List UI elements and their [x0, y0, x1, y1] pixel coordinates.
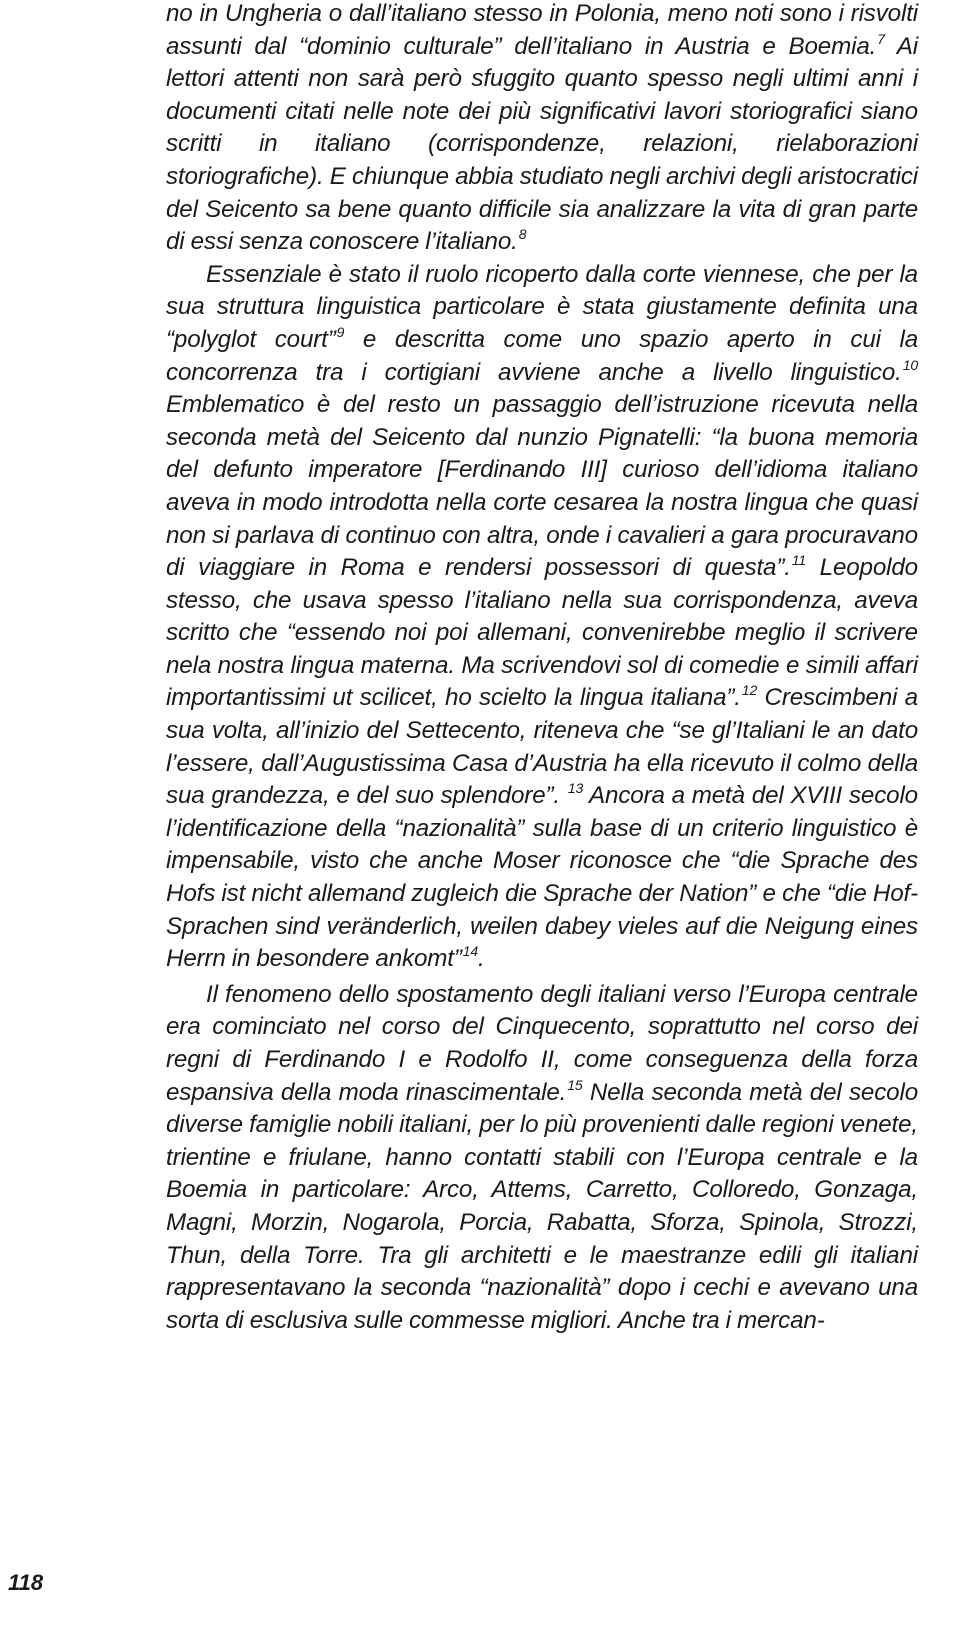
- text-run: .: [478, 945, 485, 973]
- text-run: e descritta come uno spazio aperto in cui la concorrenza tra i cortigiani avviene anche a livello linguistico.: [166, 325, 918, 386]
- text-run: Ancora a metà del XVIII secolo l’identificazione della “nazionalità” sulla base di un criterio linguistico è impensabile, visto che anche Moser riconosce che “die Sprache des Hofs ist nicht allemand zugleich die Sprache der Nation” e che “die Hof-Sprachen sind veränderlich, weilen dabey vieles auf die Neigung eines Herrn in besondere ankomt”: [166, 782, 918, 973]
- text-run: Il fenomeno dello spostamento degli italiani verso l’Europa centrale era cominciato nel corso del Cinquecento, soprattutto nel corso dei regni di Ferdinando I e Rodolfo II, come conseguenza della forza espansiva della moda rinascimentale.: [166, 980, 918, 1106]
- text-run: Ai lettori attenti non sarà però sfuggito quanto spesso negli ultimi anni i documenti citati nelle note dei più significativi lavori storiografici siano scritti in italiano (corrispondenze, relazioni, rielaborazioni storiografiche). E chiunque abbia studiato negli archivi degli aristocratici del Seicento sa bene quanto difficile sia analizzare la vita di gran parte di essi senza conoscere l’italiano.: [166, 32, 918, 256]
- text-run: Leopoldo stesso, che usava spesso l’italiano nella sua corrispondenza, aveva scritto che “essendo noi poi allemani, convenirebbe meglio il scrivere nela nostra lingua materna. Ma scrivendovi sol di comedie e simili affari importantissimi ut scilicet, ho scielto la lingua italiana”.: [166, 554, 918, 712]
- footnote-marker: 12: [741, 682, 758, 699]
- footnote-marker: 11: [791, 552, 807, 569]
- text-run: Crescimbeni a sua volta, all’inizio del Settecento, riteneva che “se gl’Italiani le an dato l’essere, dall’Augustissima Casa d’Austria ha ella ricevuto il colmo della sua grandezza, e del suo splendore”.: [166, 684, 918, 810]
- text-run: Nella seconda metà del secolo diverse famiglie nobili italiani, per lo più provenienti dalle regioni venete, trientine e friulane, hanno contatti stabili con l’Europa centrale e la Boemia in particolare: Arco, Attems, Carretto, Colloredo, Gonzaga, Magni, Morzin, Nogarola, Porcia, Rabatta, Sforza, Spinola, Strozzi, Thun, della Torre. Tra gli architetti e le maestranze edili gli italiani rappresentavano la seconda “nazionalità” dopo i cechi e avevano una sorta di esclusiva sulle commesse migliori. Anche tra i mercan-: [166, 1078, 918, 1334]
- footnote-marker: 13: [567, 780, 584, 797]
- paragraph-1: [166, 0, 918, 259]
- page-number: 118: [8, 1570, 44, 1595]
- footnote-marker: 7: [877, 30, 885, 47]
- body-text-column: [166, 0, 918, 1337]
- footnote-marker: 15: [567, 1076, 583, 1093]
- text-run: Emblematico è del resto un passaggio dell’istruzione ricevuta nella seconda metà del Seicento dal nunzio Pignatelli: “la buona memoria del defunto imperatore [Ferdinando III] curioso dell’idioma italiano aveva in modo introdotta nella corte cesarea la nostra lingua che quasi non si parlava di continuo con altra, onde i cavalieri a gara procuravano di viaggiare in Roma e rendersi possessori di questa”.: [166, 391, 918, 582]
- footnote-marker: 9: [336, 323, 345, 340]
- paragraph-3: [166, 979, 918, 1338]
- paragraph-2: [166, 259, 918, 976]
- footnote-marker: 8: [518, 226, 527, 243]
- text-run: Essenziale è stato il ruolo ricoperto dalla corte viennese, che per la sua struttura linguistica particolare è stata giustamente definita una “polyglot court”: [166, 260, 918, 353]
- footnote-marker: 10: [902, 356, 918, 373]
- text-run: no in Ungheria o dall’italiano stesso in Polonia, meno noti sono i risvolti assunti dal “dominio culturale” dell’italiano in Austria e Boemia.: [166, 0, 918, 60]
- footnote-marker: 14: [462, 943, 479, 960]
